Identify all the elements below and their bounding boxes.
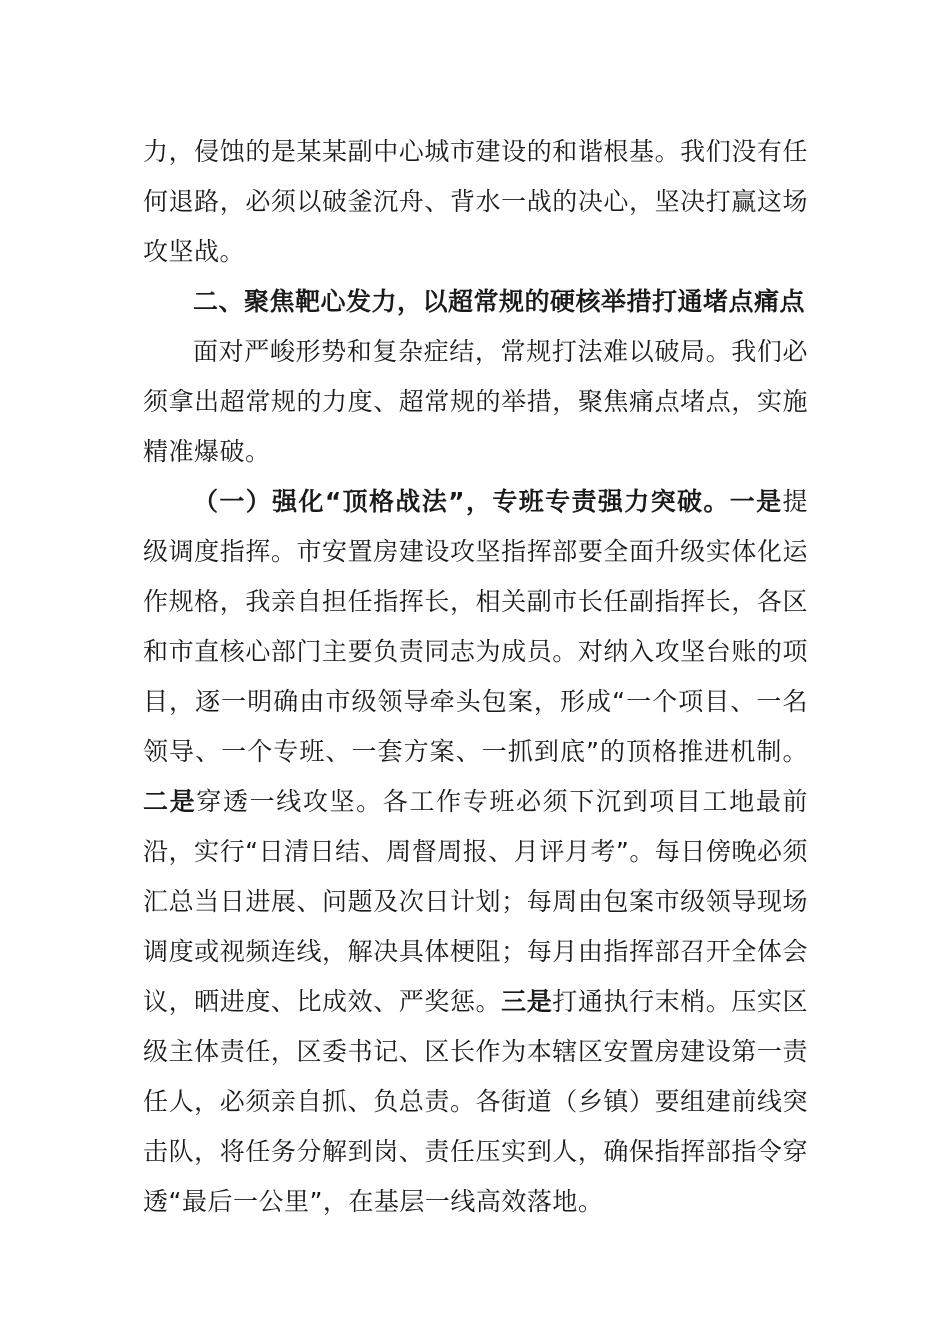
item-text-two: 穿透一线攻坚。各工作专班必须下沉到项目工地最前沿，实行“日清日结、周督周报、月评月考”。每日傍晚必须汇总当日进展、问题及次日计划；每周由包案市级领导现场调度或视频连线，解决具体梗阻；每月由指挥部召开全体会议，晒进度、比成效、严奖惩。 xyxy=(143,787,808,1016)
paragraph-intro: 面对严峻形势和复杂症结，常规打法难以破局。我们必须拿出超常规的力度、超常规的举措，聚焦痛点堵点，实施精准爆破。 xyxy=(143,337,808,466)
paragraph-section-one xyxy=(143,477,808,1227)
document-body xyxy=(143,127,808,1227)
item-label-one: 一是 xyxy=(729,487,783,516)
item-label-two: 二是 xyxy=(143,787,197,816)
section-heading: 二、聚焦靶心发力，以超常规的硬核举措打通堵点痛点 xyxy=(193,287,806,316)
item-text-three: 打通执行末梢。压实区级主体责任，区委书记、区长作为本辖区安置房建设第一责任人，必须亲自抓、负总责。各街道（乡镇）要组建前线突击队，将任务分解到岗、责任压实到人，确保指挥部指令穿透“最后一公里”，在基层一线高效落地。 xyxy=(143,987,808,1216)
paragraph-continued: 力，侵蚀的是某某副中心城市建设的和谐根基。我们没有任何退路，必须以破釜沉舟、背水一战的决心，坚决打赢这场攻坚战。 xyxy=(143,137,808,266)
subsection-title: （一）强化“顶格战法”，专班专责强力突破。 xyxy=(193,487,730,516)
item-label-three: 三是 xyxy=(501,987,553,1016)
item-text-one: 提级调度指挥。市安置房建设攻坚指挥部要全面升级实体化运作规格，我亲自担任指挥长，相关副市长任副指挥长，各区和市直核心部门主要负责同志为成员。对纳入攻坚台账的项目，逐一明确由市级领导牵头包案，形成“一个项目、一名领导、一个专班、一套方案、一抓到底”的顶格推进机制。 xyxy=(143,487,808,766)
